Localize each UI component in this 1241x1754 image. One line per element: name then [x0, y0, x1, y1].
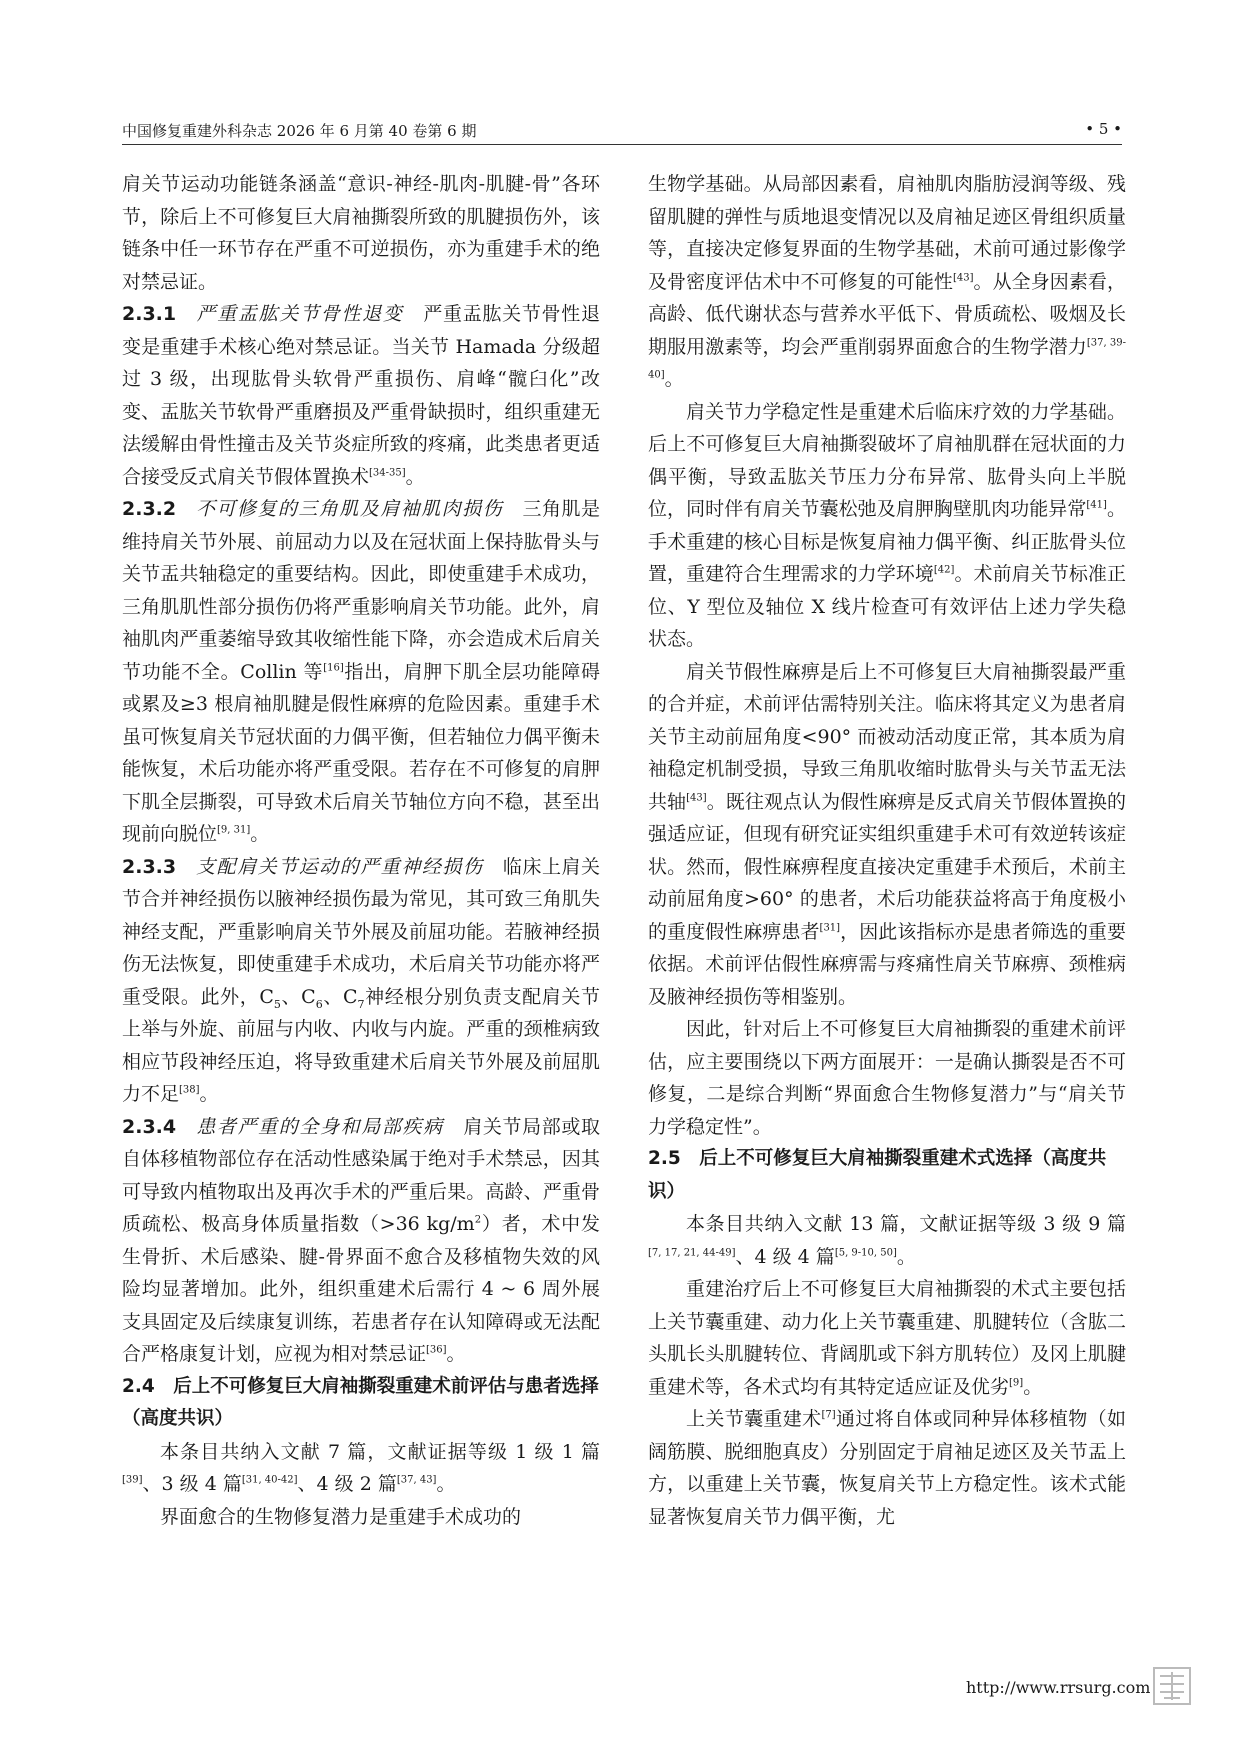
citation[interactable]: [7, 17, 21, 44-49]	[648, 1247, 736, 1259]
section-text-cont: ）者，术中发生骨折、术后感染、腱-骨界面不愈合及移植物失效的风险均显著增加。此外，组织重建术后需行 4 ~ 6 周外展支具固定及后续康复训练，若患者存在认知障碍或无法配合严格康复计划，应视为相对禁忌证	[122, 1213, 600, 1365]
running-header	[122, 118, 1122, 145]
section-title: 不可修复的三角肌及肩袖肌肉损伤	[196, 498, 504, 520]
evidence-summary-2-4	[122, 1436, 600, 1501]
period: 。	[664, 368, 684, 390]
right-column	[648, 168, 1126, 1533]
evidence-text: 、3 级 4 篇	[142, 1473, 242, 1495]
section-number: 2.3.1	[122, 303, 177, 325]
period: 。	[446, 1343, 466, 1365]
citation[interactable]: [34-35]	[369, 467, 406, 479]
section-2-3-3	[122, 851, 600, 1111]
citation[interactable]: [9, 31]	[217, 824, 251, 836]
citation[interactable]: [7]	[821, 1409, 836, 1421]
para-text: 。既往观点认为假性麻痹是反式肩关节假体置换的强适应证，但现有研究证实组织重建手术可有效逆转该症状。然而，假性麻痹程度直接决定重建手术预后，术前主动前屈角度>60° 的患者，术后功能获益将高于角度极小的重度假性麻痹患者	[648, 790, 1126, 943]
para-text: ，因此该指标亦是患者筛选的重要依据。术前评估假性麻痹需与疼痛性肩关节麻痹、颈椎病及腋神经损伤等相鉴别。	[648, 920, 1126, 1008]
paragraph-scr	[648, 1403, 1126, 1533]
subscript-c5: 5	[273, 997, 281, 1011]
paragraph-mechanics	[648, 396, 1126, 656]
evidence-text: 、4 级 2 篇	[297, 1473, 397, 1495]
separator: 、C	[280, 985, 316, 1008]
section-text: 肩关节局部或取自体移植物部位存在活动性感染属于绝对手术禁忌，因其可导致内植物取出及再次手术的严重后果。高龄、严重骨质疏松、极高身体质量指数（>36 kg/m	[122, 1115, 600, 1235]
section-title: 患者严重的全身和局部疾病	[196, 1115, 444, 1138]
section-number: 2.3.2	[122, 498, 177, 520]
citation[interactable]: [43]	[686, 792, 707, 804]
citation[interactable]: [31, 40-42]	[241, 1474, 298, 1486]
period: 。	[896, 1245, 916, 1268]
para-text: 。术前肩关节标准正位、Y 型位及轴位 X 线片检查可有效评估上述力学失稳状态。	[648, 563, 1126, 650]
citation[interactable]: [9]	[1009, 1377, 1024, 1389]
section-2-3-4	[122, 1111, 600, 1371]
citation[interactable]: [41]	[1086, 499, 1107, 511]
period: 。	[199, 1083, 219, 1105]
section-text-cont: 指出，肩胛下肌全层功能障碍或累及≥3 根肩袖肌腱是假性麻痹的危险因素。重建手术虽可恢复肩关节冠状面的力偶平衡，但若轴位力偶平衡未能恢复，术后功能亦将严重受限。若存在不可修复的肩胛下肌全层撕裂，可导致术后肩关节轴位方向不稳，甚至出现前向脱位	[122, 660, 600, 845]
para-text: 。手术重建的核心目标是恢复肩袖力偶平衡、纠正肱骨头位置，重建符合生理需求的力学环境	[648, 498, 1126, 585]
subscript-c6: 6	[315, 997, 323, 1011]
citation[interactable]: [5, 9-10, 50]	[834, 1247, 897, 1259]
citation[interactable]: [38]	[179, 1084, 200, 1096]
citation[interactable]: [31]	[819, 922, 841, 934]
para-text: 。从全身因素看，高龄、低代谢状态与营养水平低下、骨质疏松、吸烟及长期服用激素等，均会严重削弱界面愈合的生物学潜力	[648, 270, 1126, 358]
section-text: 临床上肩关节合并神经损伤以腋神经损伤最为常见，其可致三角肌失神经支配，严重影响肩关节外展及前屈功能。若腋神经损伤无法恢复，即使重建手术成功，术后肩关节功能亦将严重受限。此外，C	[122, 855, 600, 1008]
citation[interactable]: [39]	[122, 1474, 143, 1486]
section-2-3-1	[122, 298, 600, 493]
period: 。	[436, 1473, 456, 1495]
para-text: 通过将自体或同种异体移植物（如阔筋膜、脱细胞真皮）分别固定于肩袖足迹区及关节盂上方，以重建上关节囊，恢复肩关节上方稳定性。该术式能显著恢复肩关节力偶平衡，尤	[648, 1408, 1126, 1528]
citation[interactable]: [37, 39-40]	[648, 337, 1126, 381]
journal-url-link[interactable]: http://www.rrsurg.com	[966, 1678, 1151, 1697]
citation[interactable]: [36]	[426, 1344, 447, 1356]
section-text-cont: 神经根分别负责支配肩关节上举与外旋、前屈与内收、内收与内旋。严重的颈椎病致相应节段神经压迫，将导致重建术后肩关节外展及前屈肌力不足	[122, 985, 600, 1105]
para-text: 重建治疗后上不可修复巨大肩袖撕裂的术式主要包括上关节囊重建、动力化上关节囊重建、肌腱转位（含肱二头肌长头肌腱转位、背阔肌或下斜方肌转位）及冈上肌腱重建术等，各术式均有其特定适应证及优劣	[648, 1278, 1126, 1398]
period: 。	[405, 465, 425, 488]
paragraph-chain: 肩关节运动功能链条涵盖“意识-神经-肌肉-肌腱-骨”各环节，除后上不可修复巨大肩袖撕裂所致的肌腱损伤外，该链条中任一环节存在严重不可逆损伤，亦为重建手术的绝对禁忌证。	[122, 173, 600, 293]
section-number: 2.3.3	[122, 855, 177, 878]
period: 。	[1023, 1375, 1043, 1398]
section-text: 严重盂肱关节骨性退变是重建手术核心绝对禁忌证。当关节 Hamada 分级超过 3 级，出现肱骨头软骨严重损伤、肩峰“髋臼化”改变、盂肱关节软骨严重磨损及严重骨缺损时，组织重建无法缓解由骨性撞击及关节炎症所致的疼痛，此类患者更适合接受反式肩关节假体置换术	[122, 303, 600, 488]
evidence-text: 、4 级 4 篇	[735, 1245, 835, 1268]
para-text: 生物学基础。从局部因素看，肩袖肌肉脂肪浸润等级、残留肌腱的弹性与质地退变情况以及肩袖足迹区骨组织质量等，直接决定修复界面的生物学基础，术前可通过影像学及骨密度评估术中不可修复的可能性	[648, 173, 1126, 293]
citation[interactable]: [37, 43]	[396, 1474, 437, 1486]
heading-2-4: 2.4 后上不可修复巨大肩袖撕裂重建术前评估与患者选择（高度共识）	[122, 1375, 599, 1429]
separator: 、C	[322, 985, 358, 1008]
paragraph-pseudoparalysis	[648, 656, 1126, 1014]
page-number: • 5 •	[1085, 120, 1122, 138]
section-number: 2.3.4	[122, 1115, 177, 1138]
paragraph-techniques	[648, 1273, 1126, 1403]
evidence-text: 本条目共纳入文献 13 篇，文献证据等级 3 级 9 篇	[686, 1213, 1126, 1235]
section-title: 严重盂肱关节骨性退变	[196, 303, 404, 325]
superscript-2: 2	[474, 1214, 482, 1226]
para-text: 肩关节假性麻痹是后上不可修复巨大肩袖撕裂最严重的合并症，术前评估需特别关注。临床将其定义为患者肩关节主动前屈角度<90° 而被动活动度正常，其本质为肩袖稳定机制受损，导致三角肌收缩时肱骨头与关节盂无法共轴	[648, 660, 1126, 813]
para-text: 肩关节力学稳定性是重建术后临床疗效的力学基础。后上不可修复巨大肩袖撕裂破坏了肩袖肌群在冠状面的力偶平衡，导致盂肱关节压力分布异常、肱骨头向上半脱位，同时伴有肩关节囊松弛及肩胛胸壁肌肉功能异常	[648, 400, 1126, 520]
section-text: 三角肌是维持肩关节外展、前屈动力以及在冠状面上保持肱骨头与关节盂共轴稳定的重要结构。因此，即使重建手术成功，三角肌肌性部分损伤仍将严重影响肩关节功能。此外，肩袖肌肉严重萎缩导致其收缩性能下降，亦会造成术后肩关节功能不全。Collin 等	[122, 498, 600, 683]
para-text: 上关节囊重建术	[686, 1408, 822, 1430]
left-column	[122, 168, 600, 1533]
paragraph-biology	[648, 168, 1126, 396]
period: 。	[250, 823, 270, 845]
section-2-3-2	[122, 493, 600, 851]
section-title: 支配肩关节运动的严重神经损伤	[196, 855, 484, 878]
subscript-c7: 7	[357, 997, 365, 1011]
citation[interactable]: [42]	[933, 564, 955, 576]
heading-2-5: 2.5 后上不可修复巨大肩袖撕裂重建术式选择（高度共识）	[648, 1148, 1107, 1202]
citation[interactable]: [43]	[952, 272, 974, 284]
paragraph-interface-start: 界面愈合的生物修复潜力是重建手术成功的	[160, 1505, 522, 1528]
citation[interactable]: [16]	[323, 662, 344, 674]
journal-title: 中国修复重建外科杂志 2026 年 6 月第 40 卷第 6 期	[122, 122, 477, 140]
evidence-text: 本条目共纳入文献 7 篇，文献证据等级 1 级 1 篇	[160, 1440, 600, 1463]
journal-logo-icon	[1150, 1664, 1194, 1708]
evidence-summary-2-5	[648, 1208, 1126, 1273]
paragraph-conclusion: 因此，针对后上不可修复巨大肩袖撕裂的重建术前评估，应主要围绕以下两方面展开：一是确认撕裂是否不可修复，二是综合判断“界面愈合生物修复潜力”与“肩关节力学稳定性”。	[648, 1018, 1126, 1138]
